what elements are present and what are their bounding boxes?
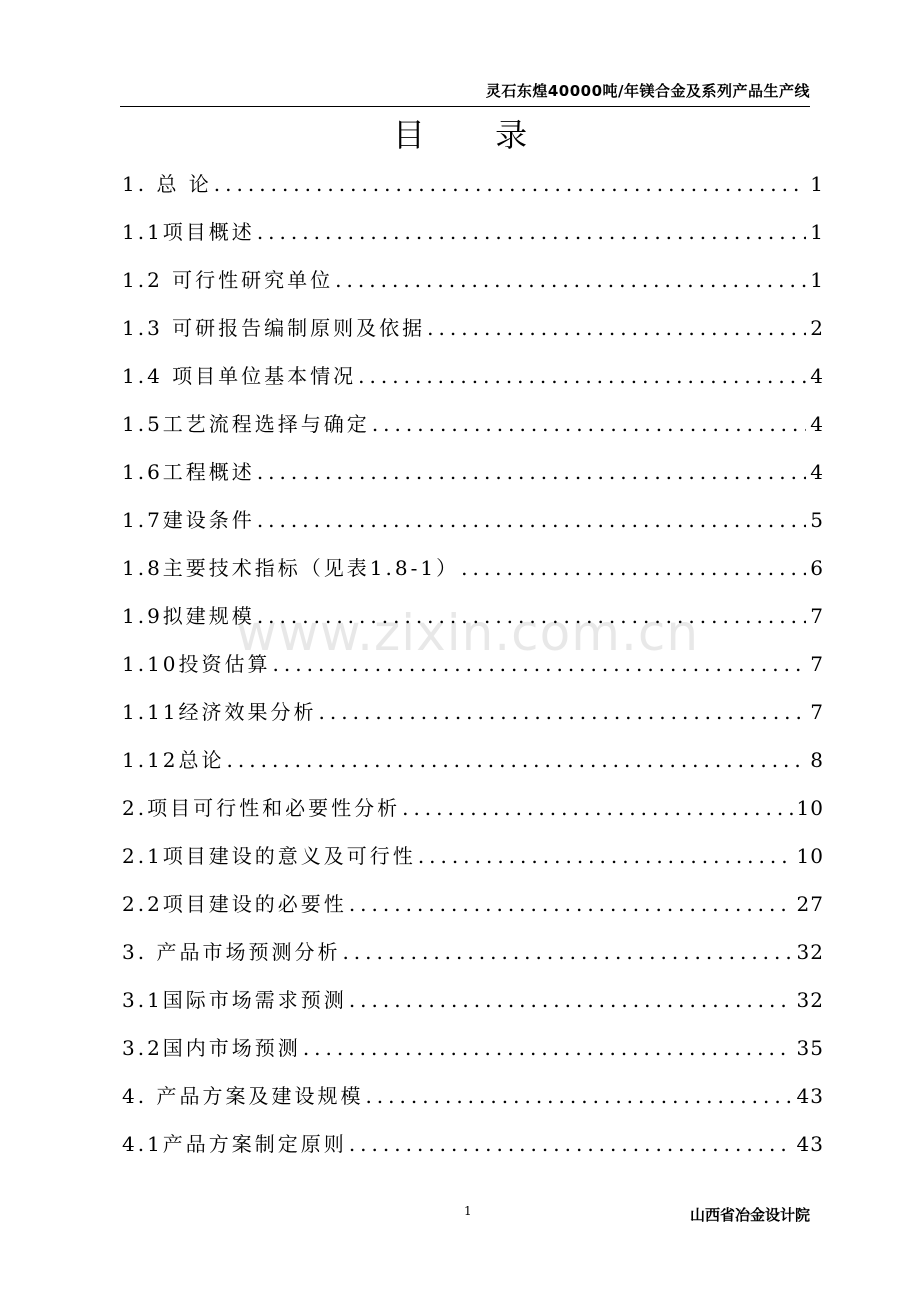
dot-leader — [303, 1024, 793, 1072]
toc-entry-page: 35 — [796, 1036, 824, 1060]
dot-leader — [365, 1072, 792, 1120]
dot-leader — [349, 880, 793, 928]
toc-entry-label: 3.2国内市场预测 — [122, 1036, 301, 1060]
toc-entry-label: 2.2项目建设的必要性 — [122, 892, 347, 916]
toc-entry-page: 8 — [810, 748, 824, 772]
dot-leader — [427, 304, 806, 352]
watermark: www.zixin.com.cn — [236, 604, 700, 662]
dot-leader — [257, 448, 806, 496]
dot-leader — [461, 544, 806, 592]
toc-entry[interactable] — [122, 640, 824, 688]
toc-entry[interactable] — [122, 496, 824, 544]
toc-entry-label: 2.1项目建设的意义及可行性 — [122, 844, 416, 868]
toc-entry-page: 1 — [810, 220, 824, 244]
dot-leader — [214, 160, 806, 208]
toc-entry-page: 27 — [796, 892, 824, 916]
toc-entry-page: 10 — [796, 796, 824, 820]
toc-entry-page: 43 — [796, 1084, 824, 1108]
toc-entry-page: 2 — [810, 316, 824, 340]
dot-leader — [335, 256, 806, 304]
dot-leader — [342, 928, 792, 976]
toc-entry-page: 32 — [796, 988, 824, 1012]
dot-leader — [402, 784, 792, 832]
dot-leader — [372, 400, 806, 448]
dot-leader — [349, 976, 793, 1024]
dot-leader — [349, 1120, 793, 1168]
toc-entry-label: 1.9拟建规模 — [122, 604, 255, 628]
dot-leader — [257, 592, 806, 640]
header-rule — [120, 106, 810, 107]
toc-entry[interactable] — [122, 1072, 824, 1120]
toc-entry-label: 1.8主要技术指标（见表1.8-1） — [122, 556, 460, 580]
toc-entry-label: 4.1产品方案制定原则 — [122, 1132, 347, 1156]
page-title: 目 录 — [392, 116, 558, 154]
toc-entry-page: 4 — [810, 364, 824, 388]
dot-leader — [418, 832, 793, 880]
dot-leader — [257, 496, 806, 544]
toc-entry[interactable] — [122, 880, 824, 928]
dot-leader — [358, 352, 806, 400]
toc-entry-page: 32 — [796, 940, 824, 964]
toc-entry-page: 4 — [810, 412, 824, 436]
toc-entry-page: 7 — [810, 604, 824, 628]
toc-entry-label: 1.10投资估算 — [122, 652, 271, 676]
toc-entry[interactable] — [122, 976, 824, 1024]
toc-entry[interactable] — [122, 544, 824, 592]
toc-entry-label: 1.6工程概述 — [122, 460, 255, 484]
toc-entry[interactable] — [122, 352, 824, 400]
toc-entry[interactable] — [122, 688, 824, 736]
toc-entry-label: 1.5工艺流程选择与确定 — [122, 412, 370, 436]
toc-entry[interactable] — [122, 928, 824, 976]
dot-leader — [227, 736, 807, 784]
toc-entry-page: 4 — [810, 460, 824, 484]
toc-entry[interactable] — [122, 304, 824, 352]
dot-leader — [319, 688, 807, 736]
toc-entry[interactable] — [122, 448, 824, 496]
toc-entry-page: 6 — [810, 556, 824, 580]
toc-entry-label: 3.1国际市场需求预测 — [122, 988, 347, 1012]
toc-entry-label: 1.7建设条件 — [122, 508, 255, 532]
toc-entry-page: 1 — [810, 172, 824, 196]
toc-entry[interactable] — [122, 784, 824, 832]
toc-entry-label: 1.1项目概述 — [122, 220, 255, 244]
toc-entry-page: 10 — [796, 844, 824, 868]
toc-entry[interactable] — [122, 256, 824, 304]
toc-entry[interactable] — [122, 1120, 824, 1168]
toc-entry[interactable] — [122, 1024, 824, 1072]
toc-entry-page: 7 — [810, 652, 824, 676]
toc-entry-label: 3. 产品市场预测分析 — [122, 940, 341, 964]
toc-entry-page: 1 — [810, 268, 824, 292]
toc-entry[interactable] — [122, 736, 824, 784]
toc-entry-page: 5 — [810, 508, 824, 532]
toc-entry-label: 1.2 可行性研究单位 — [122, 268, 334, 292]
toc-entry-label: 2.项目可行性和必要性分析 — [122, 796, 401, 820]
toc-entry-label: 4. 产品方案及建设规模 — [122, 1084, 364, 1108]
running-header: 灵石东煌40000吨/年镁合金及系列产品生产线 — [485, 82, 810, 100]
toc-entry-page: 43 — [796, 1132, 824, 1156]
dot-leader — [257, 208, 806, 256]
toc-entry[interactable] — [122, 832, 824, 880]
toc-entry-label: 1. 总 论 — [122, 172, 212, 196]
toc-entry-label: 1.12总论 — [122, 748, 225, 772]
toc-entry-label: 1.3 可研报告编制原则及依据 — [122, 316, 426, 340]
toc-entry[interactable] — [122, 592, 824, 640]
toc-entry[interactable] — [122, 208, 824, 256]
toc-entry[interactable] — [122, 400, 824, 448]
toc-entry-page: 7 — [810, 700, 824, 724]
toc-entry-label: 1.4 项目单位基本情况 — [122, 364, 357, 388]
table-of-contents — [122, 160, 824, 1168]
toc-entry-label: 1.11经济效果分析 — [122, 700, 317, 724]
dot-leader — [273, 640, 807, 688]
page-number: 1 — [464, 1204, 472, 1218]
footer-organization: 山西省冶金设计院 — [689, 1206, 810, 1224]
toc-entry[interactable] — [122, 160, 824, 208]
